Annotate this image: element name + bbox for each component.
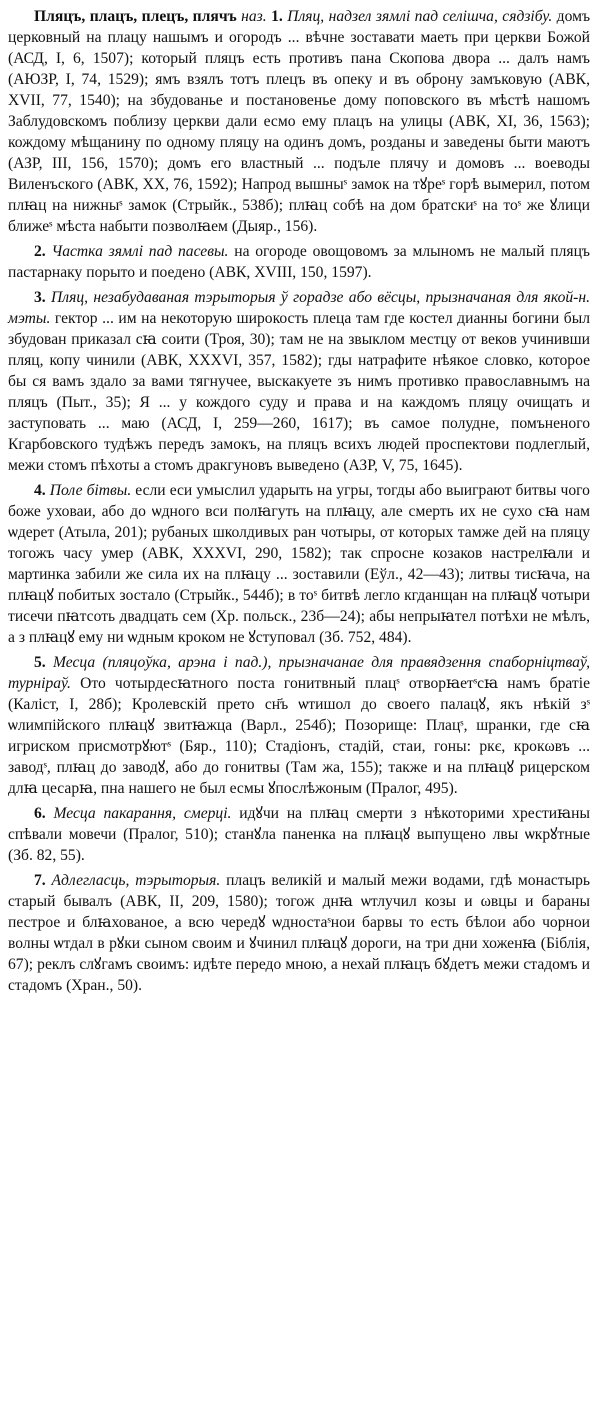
sense-citations: на огороде овощовомъ за млыномъ не малый пляцъ пастарнаку порыто и поедено (АВК, XVIII, 150, 1597). (8, 243, 590, 281)
dictionary-entry-sense-1 (8, 6, 590, 237)
dictionary-entry-sense-2 (8, 241, 590, 283)
sense-number: 4. (34, 482, 46, 499)
sense-number: 7. (34, 872, 46, 889)
grammar-label: наз. (241, 8, 267, 25)
dictionary-entry-sense-7 (8, 870, 590, 996)
sense-definition: Пляц, незабудаваная тэрыторыя ў горадзе або вёсцы, прызначаная для якой-н. мэты. (8, 289, 590, 327)
dictionary-entry-sense-5 (8, 652, 590, 799)
sense-citations: домъ церковный на плацу нашымъ и огородъ ... вѣчне зоставати маеть при церкви Божой (АСД, І, 6, 1507); который пляцъ есть противъ пана Скопова двора ... далъ намъ (АЮЗР, І, 74, 1529); ямъ взялъ тотъ плецъ въ опеку и въ оброну замъковую (АВК, XVII, 77, 1540); на збудованье и постановенье дому поповского въ мѣстѣ нашомъ Заблудовскомъ поблизу церкви дали есмо ему плацъ на улицы (АВК, XI, 36, 1563); кождому мѣщанину по одному пляцу на одинъ домъ, розданы и заведены быти маютъ (АЗР, III, 156, 1570); домъ его властный ... подъле плячу и домовъ ... воеводы Виленъского (АВК, XX, 76, 1592); Напрод вышныˢ замок на тꙋреˢ горѣ вымерил, потом плꙗц на нижныˢ замок (Стрыйк., 538б); плꙗц собѣ на дом братскиˢ на тоˢ же ꙋлици ближеˢ мѣста набыти позволꙗем (Дыяр., 156). (8, 8, 591, 235)
sense-definition: Месца пакарання, смерці. (53, 805, 232, 822)
sense-number: 1. (271, 8, 283, 25)
dictionary-entry-sense-6 (8, 803, 590, 866)
sense-number: 3. (34, 289, 46, 306)
sense-definition: Поле бітвы. (49, 482, 132, 499)
sense-definition: Адлегласць, тэрыторыя. (51, 872, 221, 889)
sense-number: 2. (34, 243, 46, 260)
sense-definition: Месца (пляцоўка, арэна і пад.), прызначанае для правядзення спаборніцтваў, турніраў. (8, 654, 590, 692)
sense-citations: плацъ великій и малый межи водами, гдѣ монастырь старый бывалъ (АВК, II, 209, 1580); тогож днꙗ ѡтлучил козы и ωвцы и бараны пестрое и блꙗхованое, а всю чередꙋ ѡдностаˢнои барвы то есть бѣлои або чорнои волны ѡтдал в рꙋки сыном своим и ꙋчинил плꙗцꙋ дороги, на три дни хоженꙗ (Біблія, 67); реклъ слꙋгамъ своимъ: идѣте передо мною, а нехай плꙗцъ бꙋдетъ межи стадомъ и стадомъ (Хран., 50). (8, 872, 590, 994)
sense-citations: идꙋчи на плꙗц смерти з нѣкоторими хрестиꙗны спѣвали мовечи (Пралог, 510); станꙋла паненка на плꙗцꙋ выпущено лвы ѡкрꙋтные (Зб. 82, 55). (8, 805, 590, 864)
sense-definition: Пляц, надзел зямлі пад селішча, сядзібу. (287, 8, 553, 25)
sense-citations: гектор ... им на некоторую широкость плеца там где костел дианны богини был збудован приказал сꙗ соити (Троя, 30); там не на звыклом местцу от веков учинивши пляц, копу чинили (АВК, XXXVI, 357, 1582); гды натрафите нѣякое словко, которое бы ся вамъ здало за вами тягнучее, выскакуете зъ нимъ противко православнымъ на пляцъ (Пыт., 35); Я ... у кождого суду и права и на каждомъ пляцу очищать и заступовать ... маю (АСД, І, 259—260, 1617); въ самое полудне, помъненого Кгарбовского тудѣжъ передъ замокъ, на пляцъ всихъ людей проспектови подлеглый, межи стомъ пѣхоты а стомъ дракгуновъ выведено (АЗР, V, 75, 1645). (8, 310, 590, 474)
entry-headword: Пляцъ, плацъ, плецъ, плячъ (34, 8, 237, 25)
sense-citations: Ото чотырдесꙗтного поста гонитвный плацˢ отворꙗетˢсꙗ намъ братіе (Каліст, І, 28б); Кролевскій прето сн҃ъ ѡтишол до своего палацꙋ, якъ нѣкій зˢ ѡлимпійского плꙗцꙋ звитꙗжца (Варл., 254б); Позорище: Плацˢ, шранки, где сꙗ игриском присмотрꙋютˢ (Бяр., 110); Стадіонъ, стадій, стаи, гоны: ркє, крокωвъ ... заводˢ, плꙗц до заводꙋ, або до гонитвы (Там жа, 155); также и на плꙗцꙋ рицерском длꙗ цесарꙗ, пна нашего не был есмы ꙋпослѣжоным (Пралог, 495). (8, 675, 590, 797)
sense-definition: Частка зямлі пад пасевы. (51, 243, 229, 260)
dictionary-entry-sense-3 (8, 287, 590, 476)
sense-number: 5. (34, 654, 46, 671)
sense-citations: если еси умыслил ударыть на угры, тогды або выиграют битвы чого боже уховаи, або до ѡдного вси полꙗгуть на плꙗцу, але смерть их не сухо сꙗ нам ѡдерет (Атыла, 201); рубаных школдивых ран чотыры, от которых тамже дей на пляцу тогожъ часу умер (АВК, XXXVI, 290, 1582); так спросне козаков настрелꙗли и мартинка забили же сила их на плꙗцу ... зоставили (Еўл., 42—43); литвы тисꙗча, на плꙗцꙋ побитых зостало (Стрыйк., 544б); в тоˢ битвѣ легло кгданщан на плꙗцꙋ чотыри тисечи пꙗтсоть двадцать сем (Хр. польск., 23б—24); абы непрыꙗтел потѣхи не мѣлъ, а з плꙗцꙋ ему ни ѡдным кроком не ꙋступовал (Зб. 752, 484). (8, 482, 590, 646)
dictionary-entry-sense-4 (8, 480, 590, 648)
sense-number: 6. (34, 805, 46, 822)
